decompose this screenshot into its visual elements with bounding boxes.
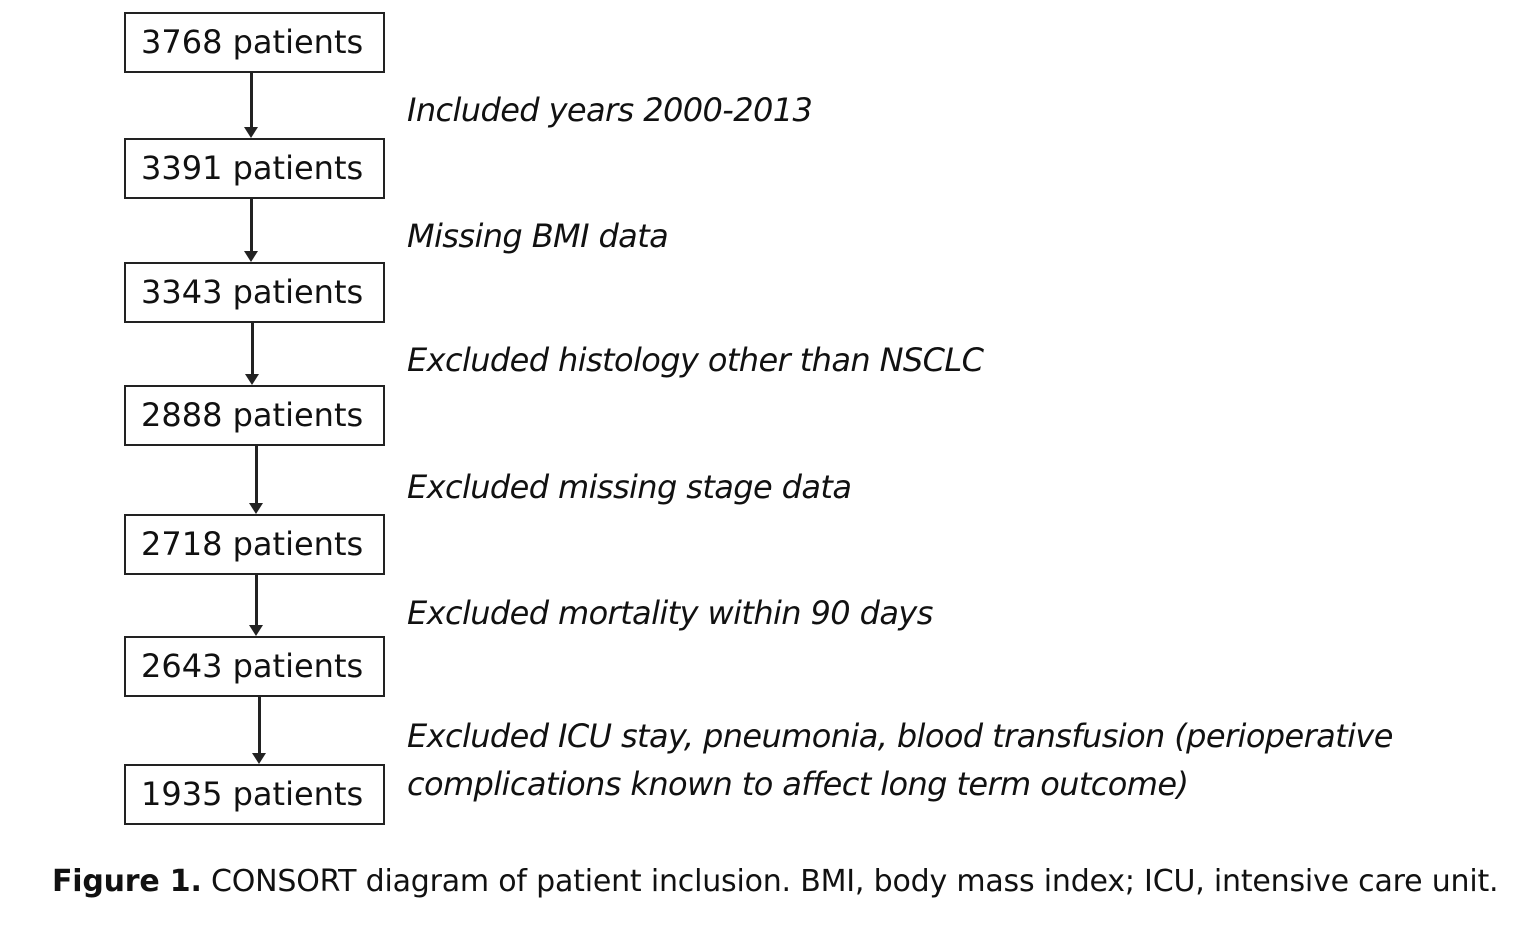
figure-caption-label: Figure 1. [52,864,202,899]
flow-arrow-4 [248,446,264,514]
step-label-5: Excluded mortality within 90 days [407,594,933,632]
figure-caption [52,860,1498,904]
flow-arrow-1 [243,73,259,138]
step-label-6-line-2: complications known to affect long term outcome) [407,765,1189,803]
step-label-2: Missing BMI data [407,217,669,255]
flow-box-4: 2888 patients [124,385,385,446]
step-label-3: Excluded histology other than NSCLC [407,341,984,379]
flow-box-7: 1935 patients [124,764,385,825]
flow-box-2: 3391 patients [124,138,385,199]
step-label-4: Excluded missing stage data [407,468,852,506]
flow-arrow-3 [244,323,260,385]
flow-arrow-2 [243,199,259,262]
flow-arrow-5 [248,575,264,636]
flow-arrow-6 [251,697,267,764]
flow-box-3: 3343 patients [124,262,385,323]
flow-box-1: 3768 patients [124,12,385,73]
flow-box-6: 2643 patients [124,636,385,697]
step-label-6-line-1: Excluded ICU stay, pneumonia, blood transfusion (perioperative [407,717,1393,755]
step-label-1: Included years 2000-2013 [407,91,813,129]
flow-box-5: 2718 patients [124,514,385,575]
figure-caption-text: CONSORT diagram of patient inclusion. BMI, body mass index; ICU, intensive care unit. [211,864,1499,899]
